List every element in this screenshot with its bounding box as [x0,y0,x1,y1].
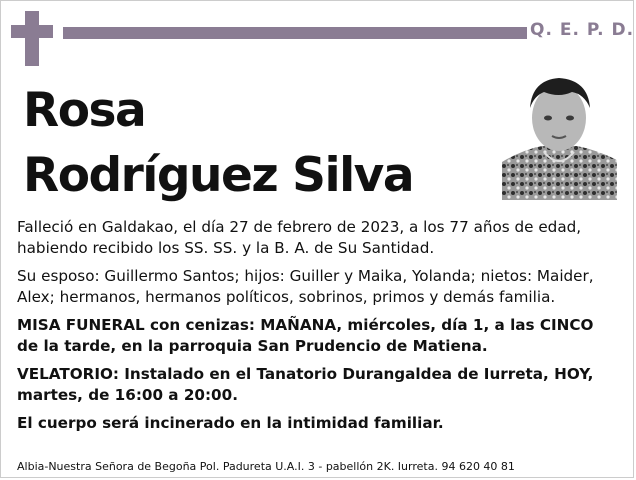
wake-paragraph: VELATORIO: Instalado en el Tanatorio Durangaldea de Iurreta, HOY, martes, de 16:00 a 20:00. [17,365,594,404]
header-rule [63,27,527,39]
qepd-label: Q. E. P. D. [530,20,635,40]
deceased-surnames: Rodríguez Silva [23,148,414,203]
portrait-photo [502,74,617,200]
cross-icon-bar [11,25,53,38]
cross-icon [25,11,39,66]
portrait-image [502,74,617,200]
deceased-first-name: Rosa [23,83,146,138]
funeral-mass-paragraph: MISA FUNERAL con cenizas: MAÑANA, miércoles, día 1, a las CINCO de la tarde, en la parroquia San Prudencio de Matiena. [17,316,594,355]
funeral-home-footer: Albia-Nuestra Señora de Begoña Pol. Padureta U.A.I. 3 - pabellón 2K. Iurreta. 94 620 40 81 [17,460,515,473]
obituary-body [17,217,619,441]
cremation-paragraph: El cuerpo será incinerado en la intimidad familiar. [17,414,444,432]
family-paragraph: Su esposo: Guillermo Santos; hijos: Guiller y Maika, Yolanda; nietos: Maider, Alex; hermanos, hermanos políticos, sobrinos, primos y demás familia. [17,267,594,306]
death-notice-paragraph: Falleció en Galdakao, el día 27 de febrero de 2023, a los 77 años de edad, habiendo recibido los SS. SS. y la B. A. de Su Santidad. [17,218,582,257]
